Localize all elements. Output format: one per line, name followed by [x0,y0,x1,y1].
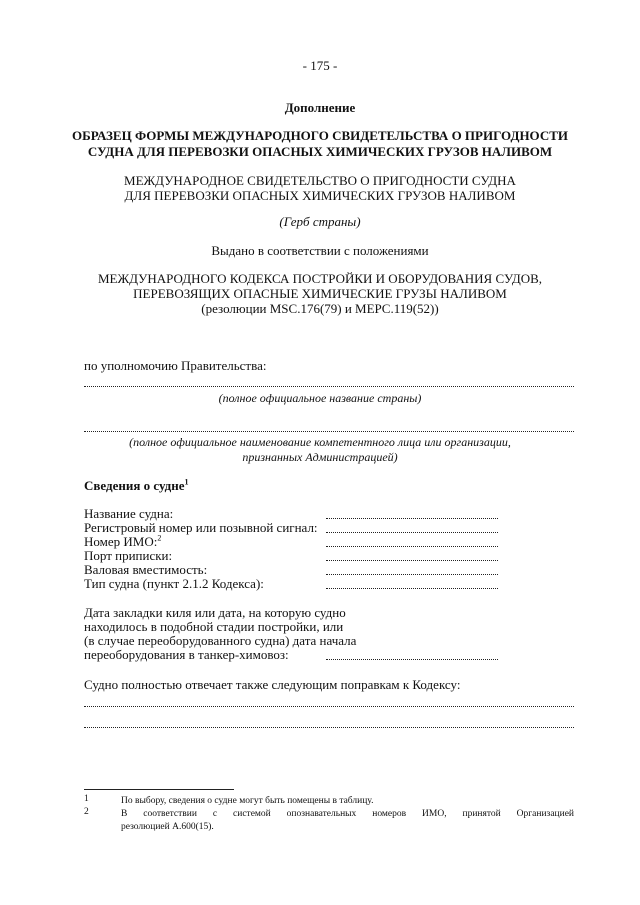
form-title-line-1: ОБРАЗЕЦ ФОРМЫ МЕЖДУНАРОДНОГО СВИДЕТЕЛЬСТВА О ПРИГОДНОСТИ [72,128,568,143]
field-line-registry-number[interactable] [326,531,498,533]
footnote-text-2-continued: резолюцией A.600(15). [121,822,214,832]
issued-under-text: Выдано в соответствии с положениями [211,243,429,258]
field-line-ship-type[interactable] [326,587,498,589]
amendments-line-2[interactable] [84,726,574,728]
code-title-line-1: МЕЖДУНАРОДНОГО КОДЕКСА ПОСТРОЙКИ И ОБОРУДОВАНИЯ СУДОВ, [97,271,543,286]
code-title-line-2: ПЕРЕВОЗЯЩИХ ОПАСНЫЕ ХИМИЧЕСКИЕ ГРУЗЫ НАЛИВОМ [133,286,507,301]
country-name-line[interactable] [84,385,574,387]
field-label-registry-number: Регистровый номер или позывной сигнал: [84,520,318,535]
coat-of-arms-placeholder: (Герб страны) [279,214,361,229]
ship-details-heading [84,478,188,493]
certificate-title-line-1: МЕЖДУНАРОДНОЕ СВИДЕТЕЛЬСТВО О ПРИГОДНОСТИ СУДНА [124,173,516,188]
keel-date-label-line-4: переоборудования в танкер-химовоз: [84,647,289,662]
field-label-port-of-registry: Порт приписки: [84,548,173,563]
field-label-gross-tonnage: Валовая вместимость: [84,562,208,577]
field-label-ship-name: Название судна: [84,506,174,521]
field-line-ship-name[interactable] [326,517,498,519]
field-line-keel-date[interactable] [326,658,498,660]
amendments-label: Судно полностью отвечает также следующим поправкам к Кодексу: [84,677,461,692]
keel-date-label-line-3: (в случае переоборудованного судна) дата начала [84,633,357,648]
field-label-imo-number: Номер ИМО:$^2$ [84,533,162,549]
keel-date-label-line-1: Дата закладки киля или дата, на которую судно [84,605,346,620]
authority-label: по уполномочию Правительства: [84,358,267,373]
keel-date-label-line-2: находилось в подобной стадии постройки, или [84,619,344,634]
field-line-imo-number[interactable] [326,545,498,547]
footnote-mark-2: 2 [84,807,89,817]
field-line-gross-tonnage[interactable] [326,573,498,575]
footnote-text-1: По выбору, сведения о судне могут быть помещены в таблицу. [121,796,374,806]
footnote-ref-1: 1 [184,477,189,487]
footnote-mark-1: 1 [84,794,89,804]
organization-name-line[interactable] [84,430,574,432]
ship-details-title: Сведения о судне [84,478,185,493]
organization-caption-line-1: (полное официальное наименование компетентного лица или организации, [129,435,511,449]
footnote-text-2: В соответствии с системой опознавательных номеров ИМО, принятой Организацией [121,809,574,819]
field-line-port-of-registry[interactable] [326,559,498,561]
supplement-heading: Дополнение [284,100,356,115]
field-label-ship-type: Тип судна (пункт 2.1.2 Кодекса): [84,576,264,591]
page-number: - 175 - [302,58,338,73]
code-title-line-3: (резолюции MSC.176(79) и MEPC.119(52)) [201,301,439,316]
form-title-line-2: СУДНА ДЛЯ ПЕРЕВОЗКИ ОПАСНЫХ ХИМИЧЕСКИХ ГРУЗОВ НАЛИВОМ [87,144,553,159]
amendments-line-1[interactable] [84,705,574,707]
footnote-separator [84,789,234,790]
certificate-title-line-2: ДЛЯ ПЕРЕВОЗКИ ОПАСНЫХ ХИМИЧЕСКИХ ГРУЗОВ НАЛИВОМ [124,188,516,203]
country-caption: (полное официальное название страны) [218,391,422,405]
footnote-ref-2: 2 [157,533,162,543]
organization-caption-line-2: признанных Администрацией) [242,450,398,464]
